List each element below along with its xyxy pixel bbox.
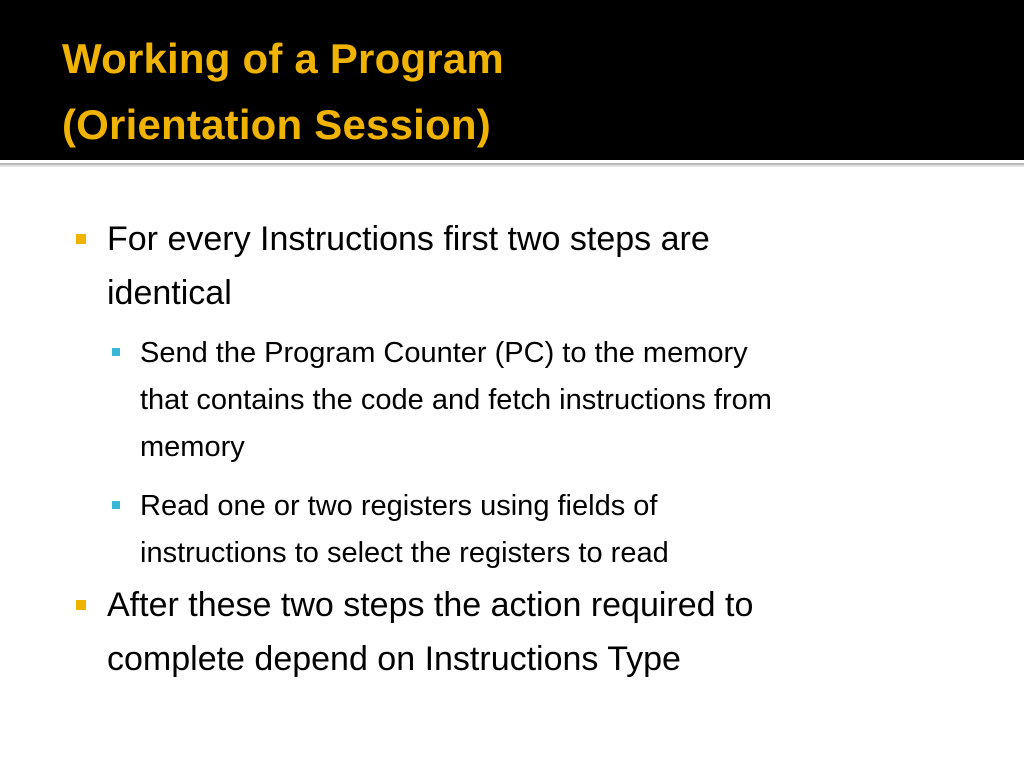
bullet-marker-square [76,600,86,610]
bullet-item-level1 [107,212,987,320]
bullet-item-level2 [140,330,1000,471]
bullet-text-line: Read one or two registers using fields of [140,490,658,522]
sub-bullet-marker-square [112,348,120,356]
bullet-text-line: Send the Program Counter (PC) to the memory [140,337,748,369]
slide-title-line-2: (Orientation Session) [62,101,491,148]
bullet-text-line: instructions to select the registers to read [140,537,669,569]
bullet-text-line: that contains the code and fetch instructions from [140,384,772,416]
bullet-item-level1 [107,578,987,686]
bullet-text-line: complete depend on Instructions Type [107,640,681,678]
bullet-text-line: memory [140,431,245,463]
sub-bullet-marker-square [112,501,120,509]
slide-title-line-1: Working of a Program [62,35,504,82]
bullet-text-line: identical [107,274,232,312]
bullet-marker-square [76,234,86,244]
bullet-item-level2 [140,483,1000,577]
bullet-text-line: After these two steps the action required to [107,586,754,624]
bullet-text-line: For every Instructions first two steps are [107,220,710,258]
